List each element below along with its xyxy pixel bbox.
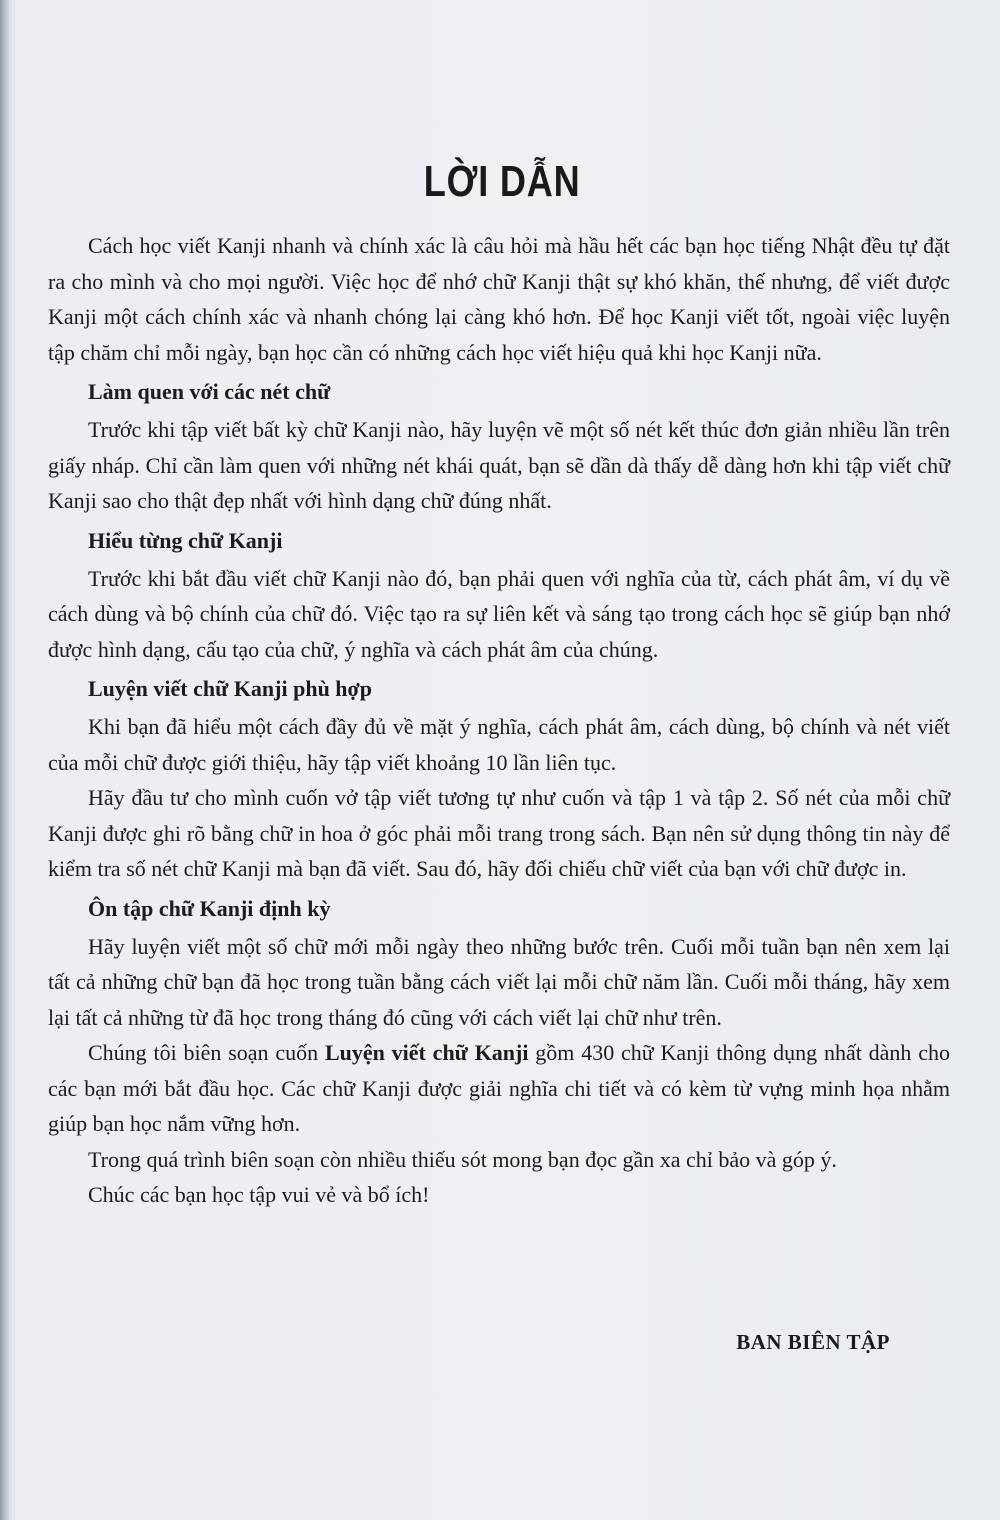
page-title: LỜI DẪN: [423, 157, 581, 207]
section-1-paragraph-1: Trước khi tập viết bất kỳ chữ Kanji nào, hãy luyện vẽ một số nét kết thúc đơn giản nhiều lần trên giấy nháp. Chỉ cần làm quen với những nét khái quát, bạn sẽ dần dà thấy dễ dàng hơn khi tập viết chữ Kanji sao cho thật đẹp nhất với hình dạng chữ đúng nhất.: [48, 417, 950, 513]
section-4-paragraph-1: Hãy luyện viết một số chữ mới mỗi ngày theo những bước trên. Cuối mỗi tuần bạn nên xem lại tất cả những chữ bạn đã học trong tuần bằng cách viết lại mỗi chữ năm lần. Cuối mỗi tháng, hãy xem lại tất cả những từ đã học trong tháng đó cũng với cách viết lại chữ như trên.: [48, 933, 950, 1030]
page-binding-edge: [0, 0, 9, 1520]
section-3-paragraph-2: Hãy đầu tư cho mình cuốn vở tập viết tương tự như cuốn và tập 1 và tập 2. Số nét của mỗi chữ Kanji được ghi rõ bằng chữ in hoa ở góc phải mỗi trang trong sách. Bạn nên sử dụng thông tin này để kiểm tra số nét chữ Kanji mà bạn đã viết. Sau đó, hãy đối chiếu chữ viết của bạn với chữ được in.: [48, 785, 950, 881]
section-heading-1: Làm quen với các nét chữ: [88, 379, 331, 404]
section-3-paragraph-1: Khi bạn đã hiểu một cách đầy đủ về mặt ý nghĩa, cách phát âm, cách dùng, bộ chính và nét viết của mỗi chữ được giới thiệu, hãy tập viết khoảng 10 lần liên tục.: [48, 714, 950, 775]
book-title-bold: Luyện viết chữ Kanji: [324, 1040, 529, 1065]
closing-paragraph-2: Trong quá trình biên soạn còn nhiều thiếu sót mong bạn đọc gần xa chỉ bảo và góp ý.: [88, 1146, 837, 1172]
closing-paragraph-3: Chúc các bạn học tập vui vẻ và bổ ích!: [88, 1182, 430, 1207]
intro-paragraph: Cách học viết Kanji nhanh và chính xác là câu hỏi mà hầu hết các bạn học tiếng Nhật đều tự đặt ra cho mình và cho mọi người. Việc học để nhớ chữ Kanji thật sự khó khăn, thế nhưng, để viết được Kanji một cách chính xác và nhanh chóng lại càng khó hơn. Để học Kanji viết tốt, ngoài việc luyện tập chăm chỉ mỗi ngày, bạn học cần có những cách học viết hiệu quả khi học Kanji nữa.: [48, 233, 950, 365]
closing-text-after: gồm 430 chữ Kanji thông dụng nhất dành cho các bạn mới bắt đầu học. Các chữ Kanji được giải nghĩa chi tiết và có kèm từ vựng minh họa nhằm giúp bạn học nắm vững hơn.: [48, 1040, 950, 1136]
section-2-paragraph-1: Trước khi bắt đầu viết chữ Kanji nào đó, bạn phải quen với nghĩa của từ, cách phát âm, ví dụ về cách dùng và bộ chính của chữ đó. Việc tạo ra sự liên kết và sáng tạo trong cách học sẽ giúp bạn nhớ được hình dạng, cấu tạo của chữ, ý nghĩa và cách phát âm của chúng.: [48, 565, 950, 662]
section-heading-3: Luyện viết chữ Kanji phù hợp: [88, 676, 372, 701]
closing-text-before: Chúng tôi biên soạn cuốn: [88, 1040, 325, 1065]
preface-body: [48, 228, 950, 1213]
signature: BAN BIÊN TẬP: [736, 1330, 890, 1354]
closing-paragraph-1: [48, 1035, 950, 1142]
section-heading-2: Hiểu từng chữ Kanji: [88, 527, 283, 553]
section-heading-4: Ôn tập chữ Kanji định kỳ: [88, 895, 331, 921]
